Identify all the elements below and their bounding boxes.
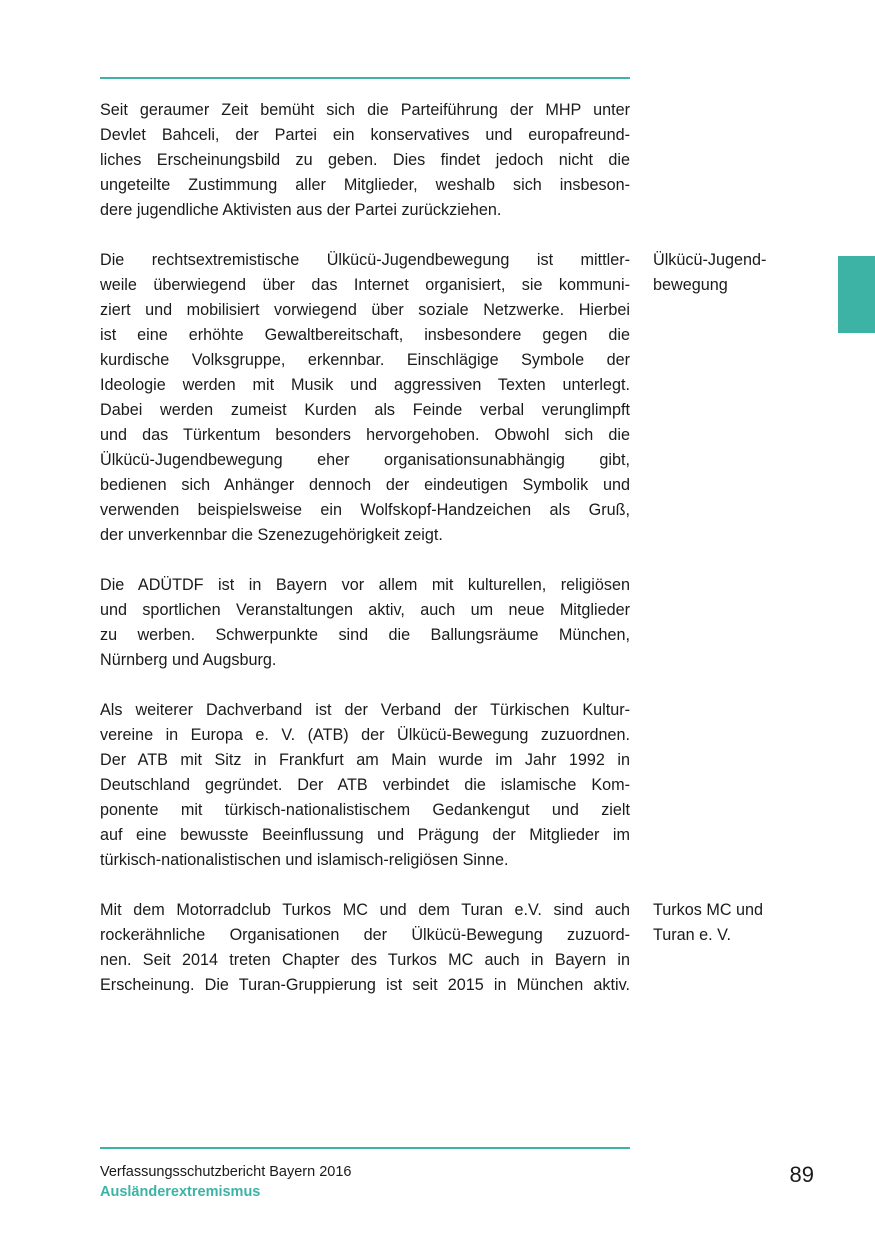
header-rule bbox=[100, 77, 630, 79]
text-line: ponente mit türkisch-nationalistischem Gedankengut und zielt bbox=[100, 801, 630, 819]
chapter-tab-marker bbox=[838, 256, 875, 333]
text-line: auf eine bewusste Beeinflussung und Prägung der Mitglieder im bbox=[100, 826, 630, 844]
text-line: und sportlichen Veranstaltungen aktiv, auch um neue Mitglieder bbox=[100, 601, 630, 619]
body-paragraph-atb bbox=[100, 698, 630, 873]
text-line: rockerähnliche Organisationen der Ülkücü-Bewegung zuzuord- bbox=[100, 926, 630, 944]
margin-note-line: Ülkücü-Jugend- bbox=[653, 251, 767, 269]
text-line: und das Türkentum besonders hervorgehoben. Obwohl sich die bbox=[100, 426, 630, 444]
page-number: 89 bbox=[789, 1162, 814, 1187]
text-line: Dabei werden zumeist Kurden als Feinde verbal verunglimpft bbox=[100, 401, 630, 419]
footer-section-title: Ausländerextremismus bbox=[100, 1184, 261, 1200]
text-line: ungeteilte Zustimmung aller Mitglieder, weshalb sich insbeson- bbox=[100, 176, 630, 194]
text-line: bedienen sich Anhänger dennoch der eindeutigen Symbolik und bbox=[100, 476, 630, 494]
text-line: Devlet Bahceli, der Partei ein konservatives und europafreund- bbox=[100, 126, 630, 144]
text-line: dere jugendliche Aktivisten aus der Partei zurückziehen. bbox=[100, 201, 502, 219]
text-line: Ülkücü-Jugendbewegung eher organisationsunabhängig gibt, bbox=[100, 451, 630, 469]
margin-note-line: Turan e. V. bbox=[653, 926, 731, 944]
margin-note-turkos-turan bbox=[653, 898, 833, 948]
text-line: liches Erscheinungsbild zu geben. Dies findet jedoch nicht die bbox=[100, 151, 630, 169]
text-line: verwenden beispielsweise ein Wolfskopf-Handzeichen als Gruß, bbox=[100, 501, 630, 519]
text-line: Die ADÜTDF ist in Bayern vor allem mit kulturellen, religiösen bbox=[100, 576, 630, 594]
text-line: ziert und mobilisiert vorwiegend über soziale Netzwerke. Hierbei bbox=[100, 301, 630, 319]
text-line: Die rechtsextremistische Ülkücü-Jugendbewegung ist mittler- bbox=[100, 251, 630, 269]
text-line: weile überwiegend über das Internet organisiert, sie kommuni- bbox=[100, 276, 630, 294]
body-paragraph-uelkuecue-jugendbewegung bbox=[100, 248, 630, 548]
margin-note-uelkuecue-jugendbewegung bbox=[653, 248, 833, 298]
body-paragraph-mhp bbox=[100, 98, 630, 223]
footer-report-title: Verfassungsschutzbericht Bayern 2016 bbox=[100, 1164, 352, 1180]
margin-note-line: bewegung bbox=[653, 276, 728, 294]
body-paragraph-aduetdf bbox=[100, 573, 630, 673]
text-line: Mit dem Motorradclub Turkos MC und dem Turan e.V. sind auch bbox=[100, 901, 630, 919]
text-line: zu werben. Schwerpunkte sind die Ballungsräume München, bbox=[100, 626, 630, 644]
text-line: kurdische Volksgruppe, erkennbar. Einschlägige Symbole der bbox=[100, 351, 630, 369]
footer-rule bbox=[100, 1147, 630, 1149]
text-line: Nürnberg und Augsburg. bbox=[100, 651, 277, 669]
body-paragraph-turkos-turan bbox=[100, 898, 630, 998]
text-line: nen. Seit 2014 treten Chapter des Turkos MC auch in Bayern in bbox=[100, 951, 630, 969]
text-line: der unverkennbar die Szenezugehörigkeit zeigt. bbox=[100, 526, 443, 544]
text-line: Seit geraumer Zeit bemüht sich die Parteiführung der MHP unter bbox=[100, 101, 630, 119]
text-line: vereine in Europa e. V. (ATB) der Ülkücü-Bewegung zuzuordnen. bbox=[100, 726, 630, 744]
text-line: Als weiterer Dachverband ist der Verband der Türkischen Kultur- bbox=[100, 701, 630, 719]
text-line: türkisch-nationalistischen und islamisch-religiösen Sinne. bbox=[100, 851, 509, 869]
text-line: Der ATB mit Sitz in Frankfurt am Main wurde im Jahr 1992 in bbox=[100, 751, 630, 769]
text-line: Deutschland gegründet. Der ATB verbindet die islamische Kom- bbox=[100, 776, 630, 794]
text-line: Ideologie werden mit Musik und aggressiven Texten unterlegt. bbox=[100, 376, 630, 394]
margin-note-line: Turkos MC und bbox=[653, 901, 764, 919]
text-line: Erscheinung. Die Turan-Gruppierung ist seit 2015 in München aktiv. bbox=[100, 976, 630, 994]
text-line: ist eine erhöhte Gewaltbereitschaft, insbesondere gegen die bbox=[100, 326, 630, 344]
